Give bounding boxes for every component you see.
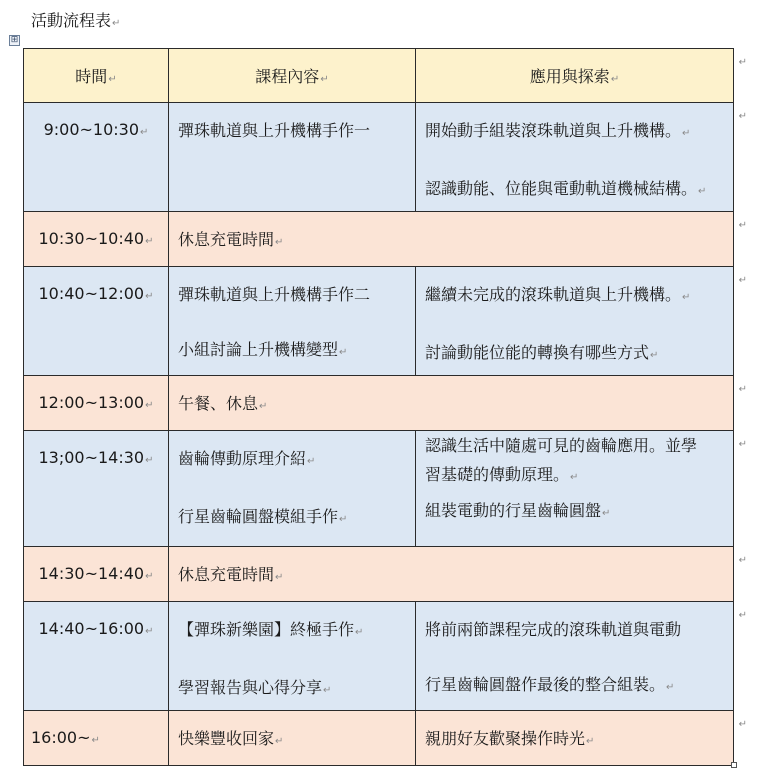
content-cell[interactable]: 午餐、休息↵ ↵: [169, 376, 734, 431]
time-cell[interactable]: 16:00~↵: [24, 711, 169, 766]
paragraph-mark-icon: ↵: [112, 18, 121, 29]
time-cell[interactable]: 9:00~10:30↵: [24, 103, 169, 212]
application-cell[interactable]: 開始動手組裝滾珠軌道與上升機構。↵ 認識動能、位能與電動軌道機械結構。↵ ↵: [416, 103, 734, 212]
table-row: [24, 103, 734, 212]
time-cell[interactable]: 10:40~12:00↵: [24, 267, 169, 376]
table-row: [24, 376, 734, 431]
application-cell[interactable]: 認識生活中隨處可見的齒輪應用。並學 習基礎的傳動原理。↵ 組裝電動的行星齒輪圓盤↵ ↵: [416, 431, 734, 547]
table-resize-handle[interactable]: [731, 762, 737, 768]
content-cell[interactable]: 【彈珠新樂園】終極手作↵ 學習報告與心得分享↵: [169, 602, 416, 711]
content-cell[interactable]: 齒輪傳動原理介紹↵ 行星齒輪圓盤模組手作↵: [169, 431, 416, 547]
table-row: [24, 547, 734, 602]
content-cell[interactable]: 彈珠軌道與上升機構手作一: [169, 103, 416, 212]
table-header-row: [24, 49, 734, 103]
time-cell[interactable]: 13;00~14:30↵: [24, 431, 169, 547]
time-cell[interactable]: 10:30~10:40↵: [24, 212, 169, 267]
schedule-table: [23, 48, 747, 766]
content-cell[interactable]: 休息充電時間↵ ↵: [169, 547, 734, 602]
application-cell[interactable]: 親朋好友歡聚操作時光↵ ↵: [416, 711, 734, 766]
document-title: [31, 10, 120, 35]
header-application: 應用與探索↵ ↵: [416, 49, 734, 103]
table-move-handle-icon[interactable]: ⊞: [10, 35, 19, 45]
table-row: [24, 602, 734, 711]
content-cell[interactable]: 彈珠軌道與上升機構手作二 小組討論上升機構變型↵: [169, 267, 416, 376]
table-row: [24, 267, 734, 376]
paragraph-mark-icon: ↵: [610, 74, 620, 85]
header-time: 時間↵: [24, 49, 169, 103]
time-cell[interactable]: 14:30~14:40↵: [24, 547, 169, 602]
document-title-text: 活動流程表: [31, 11, 112, 30]
time-cell[interactable]: 12:00~13:00↵: [24, 376, 169, 431]
application-cell[interactable]: 繼續未完成的滾珠軌道與上升機構。↵ 討論動能位能的轉換有哪些方式↵ ↵: [416, 267, 734, 376]
header-content: 課程內容↵: [169, 49, 416, 103]
application-cell[interactable]: 將前兩節課程完成的滾珠軌道與電動 行星齒輪圓盤作最後的整合組裝。↵ ↵: [416, 602, 734, 711]
paragraph-mark-icon: ↵: [108, 74, 117, 85]
table-row: [24, 711, 734, 766]
content-cell[interactable]: 快樂豐收回家↵: [169, 711, 416, 766]
paragraph-mark-icon: ↵: [320, 74, 329, 85]
time-cell[interactable]: 14:40~16:00↵: [24, 602, 169, 711]
row-end-mark-icon: ↵: [738, 57, 747, 68]
table-row: [24, 212, 734, 267]
content-cell[interactable]: 休息充電時間↵ ↵: [169, 212, 734, 267]
table-row: [24, 431, 734, 547]
